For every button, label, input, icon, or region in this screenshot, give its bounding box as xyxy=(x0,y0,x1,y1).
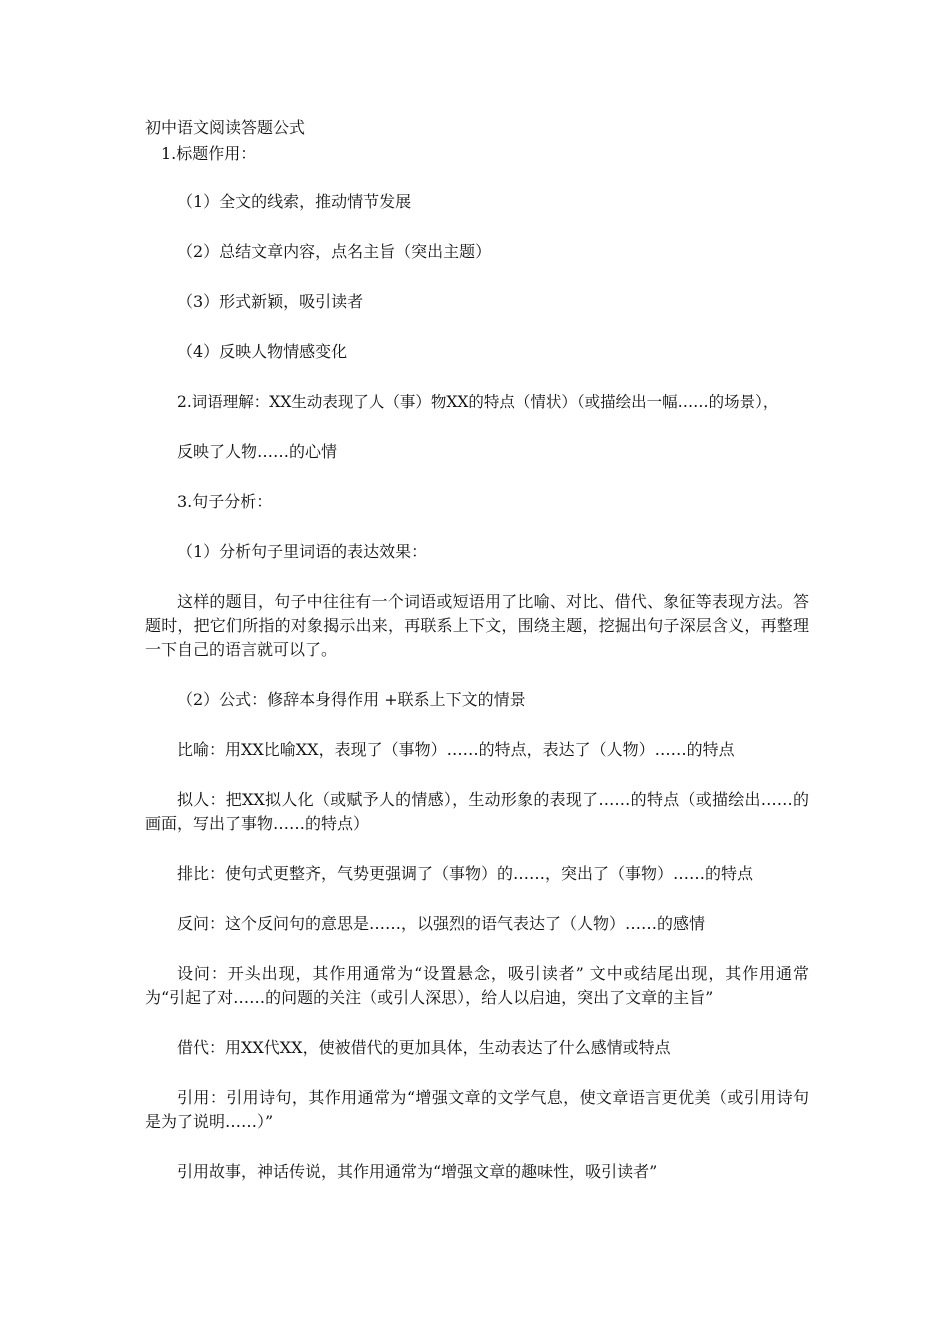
rhetoric-metaphor: 比喻：用XX比喻XX，表现了（事物）……的特点，表达了（人物）……的特点 xyxy=(177,740,735,759)
section3-sub1-body: 这样的题目，句子中往往有一个词语或短语用了比喻、对比、借代、象征等表现方法。答题时，把它们所指的对象揭示出来，再联系上下文，围绕主题，挖掘出句子深层含义，再整理一下自己的语言就可以了。 xyxy=(145,592,809,659)
rhetoric-story: 引用故事，神话传说，其作用通常为“增强文章的趣味性，吸引读者” xyxy=(177,1162,658,1181)
section1-heading: 1.标题作用： xyxy=(161,144,257,163)
section1-item-3: （3）形式新颖，吸引读者 xyxy=(177,292,364,311)
section3-sub1-heading: （1）分析句子里词语的表达效果： xyxy=(177,542,428,561)
rhetoric-rhetorical-question: 反问：这个反问句的意思是……，以强烈的语气表达了（人物）……的感情 xyxy=(177,914,706,933)
section1-item-2: （2）总结文章内容，点名主旨（突出主题） xyxy=(177,242,492,261)
section2-line-2: 反映了人物……的心情 xyxy=(177,442,338,461)
rhetoric-personification: 拟人：把XX拟人化（或赋予人的情感），生动形象的表现了……的特点（或描绘出……的画面，写出了事物……的特点） xyxy=(145,790,809,833)
section1-item-1: （1）全文的线索，推动情节发展 xyxy=(177,192,412,211)
rhetoric-metonymy: 借代：用XX代XX，使被借代的更加具体，生动表达了什么感情或特点 xyxy=(177,1038,671,1057)
section3-sub2-heading: （2）公式：修辞本身得作用 +联系上下文的情景 xyxy=(177,690,526,709)
rhetoric-set-question: 设问：开头出现，其作用通常为“设置悬念，吸引读者” 文中或结尾出现，其作用通常为“引起了对……的问题的关注（或引人深思），给人以启迪，突出了文章的主旨” xyxy=(145,964,809,1007)
document-title: 初中语文阅读答题公式 xyxy=(145,118,306,137)
rhetoric-quotation: 引用：引用诗句，其作用通常为“增强文章的文学气息，使文章语言更优美（或引用诗句是为了说明……）” xyxy=(145,1088,809,1131)
section1-item-4: （4）反映人物情感变化 xyxy=(177,342,348,361)
rhetoric-parallelism: 排比：使句式更整齐，气势更强调了（事物）的……，突出了（事物）……的特点 xyxy=(177,864,754,883)
section3-heading: 3.句子分析： xyxy=(177,492,273,511)
section2-line-1: 2.词语理解：XX生动表现了人（事）物XX的特点（情状）（或描绘出一幅……的场景）， xyxy=(177,393,779,411)
